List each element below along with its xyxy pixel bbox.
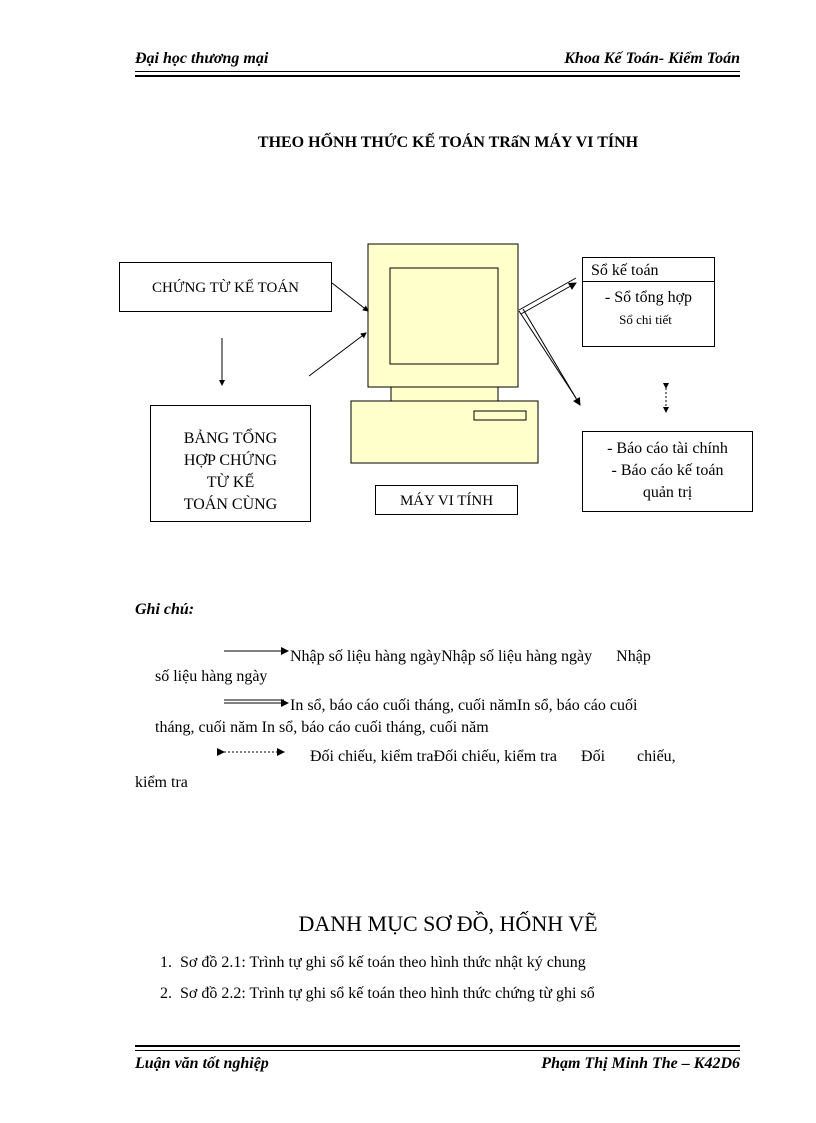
summary-line-4: TOÁN CÙNG [183, 496, 278, 513]
ledger-line-1: - Sổ tổng hợp [604, 289, 693, 306]
summary-line-2: HỢP CHỨNG [183, 452, 278, 469]
footer-right: Phạm Thị Minh The – K42D6 [541, 1055, 740, 1072]
note-1-line-b: số liệu hàng ngày [155, 668, 268, 685]
note-2-line-b: tháng, cuối năm In sổ, báo cáo cuối tháng, cuối năm [155, 719, 489, 736]
header-right: Khoa Kế Toán- Kiểm Toán [564, 50, 740, 67]
monitor-screen [390, 268, 498, 364]
arrow-computer-to-ledger-a [519, 278, 576, 310]
report-line-2: - Báo cáo kế toán [611, 462, 724, 479]
footer-rule-top [135, 1045, 740, 1047]
source-documents-box: CHỨNG TỪ KẾ TOÁN [119, 262, 332, 312]
report-box [582, 431, 753, 512]
arrow-source-to-computer [332, 283, 368, 311]
footer-rule-bottom [135, 1050, 740, 1051]
notes-heading: Ghi chú: [135, 601, 195, 618]
report-line-1: - Báo cáo tài chính [607, 440, 728, 457]
arrow-computer-to-reports-b [523, 309, 580, 405]
ledger-line-2: Sổ chi tiết [619, 312, 672, 327]
legend-arrows [0, 640, 320, 760]
toc-title: DANH MỤC SƠ ĐỒ, HỐNH VẼ [298, 911, 598, 936]
footer-left: Luận văn tốt nghiệp [135, 1055, 269, 1072]
diagram-title: THEO HỐNH THỨC KẾ TOÁN TRấN MÁY VI TÍNH [257, 134, 639, 151]
note-1-line-a: Nhập số liệu hàng ngàyNhập số liệu hàng ngày Nhập [290, 648, 651, 665]
note-2-line-a: In sổ, báo cáo cuối tháng, cuối nămIn sổ, báo cáo cuối [290, 697, 638, 714]
summary-box [150, 405, 311, 522]
toc-item-1: 1. Sơ đồ 2.1: Trình tự ghi sổ kế toán theo hình thức nhật ký chung [160, 954, 586, 971]
monitor-neck [391, 387, 498, 401]
header-left: Đại học thương mại [135, 50, 269, 67]
computer-label: MÁY VI TÍNH [375, 485, 518, 515]
cpu-drive-slot [474, 411, 526, 420]
toc-item-2: 2. Sơ đồ 2.2: Trình tự ghi sổ kế toán theo hình thức chứng từ ghi sổ [160, 985, 595, 1002]
cpu-case [351, 401, 538, 463]
note-3-line-b: kiểm tra [135, 774, 188, 791]
summary-line-3: TỪ KẾ [206, 474, 255, 491]
note-3-line-a: Đối chiếu, kiểm traĐối chiếu, kiểm tra Đối chiếu, [310, 748, 676, 765]
arrow-summary-to-computer [309, 333, 366, 376]
ledger-title: Sổ kế toán [583, 258, 714, 282]
report-line-3: quản trị [642, 484, 693, 501]
arrow-computer-to-reports-a [519, 311, 576, 398]
arrow-computer-to-ledger-b [521, 283, 576, 314]
ledger-box [582, 257, 715, 347]
summary-line-1: BẢNG TỔNG [183, 430, 278, 447]
